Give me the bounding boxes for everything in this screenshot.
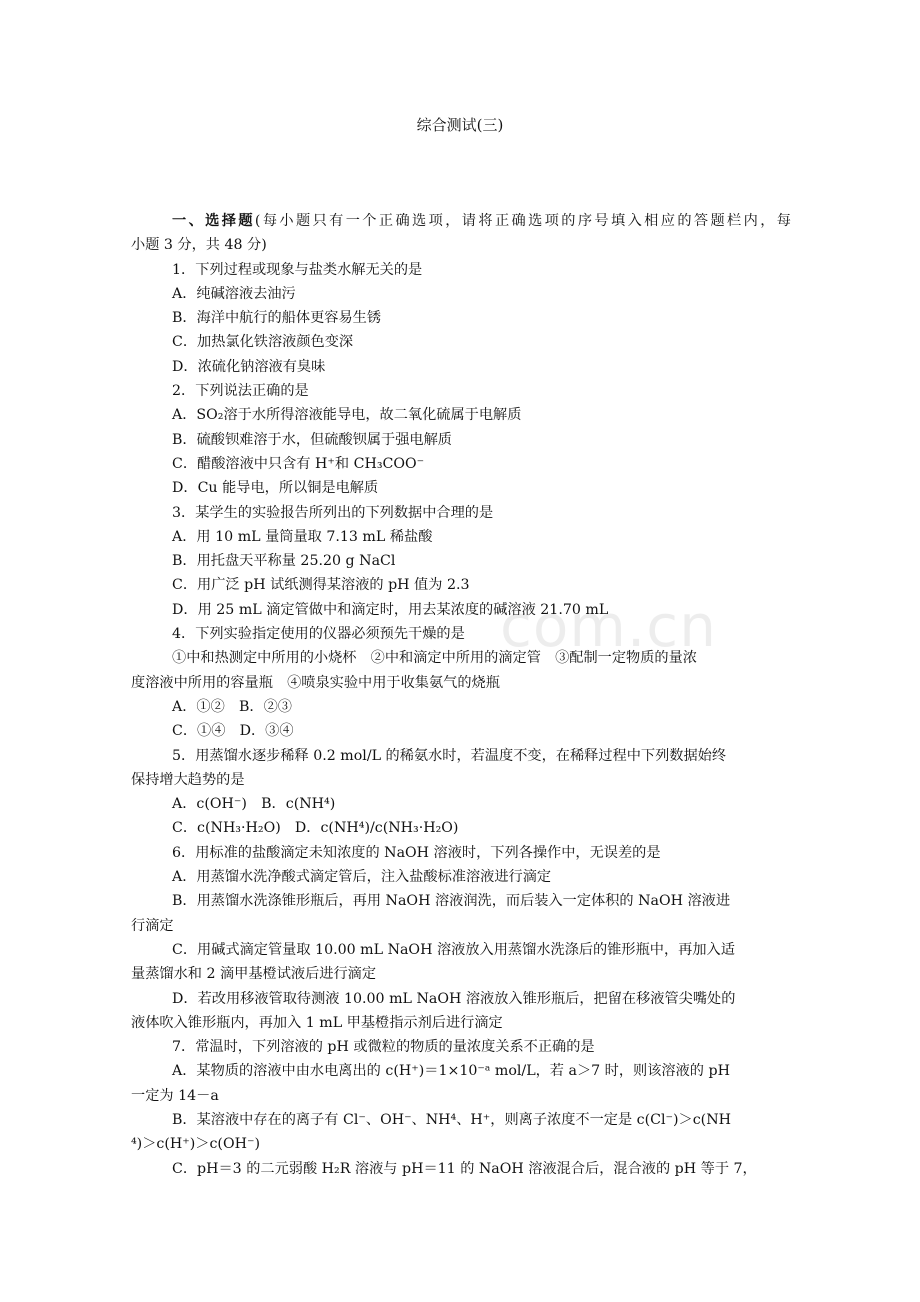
option-line: D．若改用移液管取待测液 10.00 mL NaOH 溶液放入锥形瓶后，把留在移液管尖嘴处的 bbox=[172, 990, 736, 1007]
option-line: D．用 25 mL 滴定管做中和滴定时，用去某浓度的碱溶液 21.70 mL bbox=[172, 601, 609, 618]
question-7: 7．常温时，下列溶液的 pH 或微粒的物质的量浓度关系不正确的是 bbox=[172, 1039, 595, 1056]
question-2: 2．下列说法正确的是 bbox=[172, 383, 309, 400]
question-5: 5．用蒸馏水逐步稀释 0.2 mol/L 的稀氨水时，若温度不变，在稀释过程中下列数据始终 bbox=[172, 747, 727, 764]
question-1: 1．下列过程或现象与盐类水解无关的是 bbox=[172, 261, 423, 278]
question-text-line: ①中和热测定中所用的小烧杯 ②中和滴定中所用的滴定管 ③配制一定物质的量浓 bbox=[172, 650, 697, 667]
section-instruction-cont: 小题 3 分，共 48 分) bbox=[131, 237, 267, 254]
option-line: B．海洋中航行的船体更容易生锈 bbox=[172, 310, 382, 327]
watermark: com.cn bbox=[500, 592, 717, 660]
option-line: B．硫酸钡难溶于水，但硫酸钡属于强电解质 bbox=[172, 431, 452, 448]
option-line: B．某溶液中存在的离子有 Cl⁻、OH⁻、NH⁴、H⁺，则离子浓度不一定是 c(Cl⁻)＞c(NH bbox=[172, 1111, 732, 1128]
option-line: A．某物质的溶液中由水电离出的 c(H⁺)＝1×10⁻ᵃ mol/L，若 a＞7 时，则该溶液的 pH bbox=[172, 1063, 730, 1080]
option-line: A．纯碱溶液去油污 bbox=[172, 285, 296, 302]
page-title: 综合测试(三) bbox=[416, 116, 504, 134]
option-line: A．SO₂溶于水所得溶液能导电，故二氧化硫属于电解质 bbox=[172, 407, 522, 424]
option-line: B．用托盘天平称量 25.20 g NaCl bbox=[172, 553, 396, 570]
option-line: C．pH＝3 的二元弱酸 H₂R 溶液与 pH＝11 的 NaOH 溶液混合后，混合液的 pH 等于 7， bbox=[172, 1160, 757, 1177]
option-line: D．浓硫化钠溶液有臭味 bbox=[172, 358, 326, 375]
option-line-cont: 行滴定 bbox=[131, 917, 174, 934]
option-line: A．用 10 mL 量筒量取 7.13 mL 稀盐酸 bbox=[172, 528, 433, 545]
section-header-line bbox=[131, 209, 791, 233]
option-line: D．Cu 能导电，所以铜是电解质 bbox=[172, 480, 379, 497]
option-line: C．c(NH₃·H₂O) D．c(NH⁴)/c(NH₃·H₂O) bbox=[172, 820, 459, 837]
question-6: 6．用标准的盐酸滴定未知浓度的 NaOH 溶液时，下列各操作中，无误差的是 bbox=[172, 844, 661, 861]
question-body bbox=[131, 209, 791, 1181]
question-text-line: 保持增大趋势的是 bbox=[131, 771, 245, 788]
question-3: 3．某学生的实验报告所列出的下列数据中合理的是 bbox=[172, 504, 494, 521]
option-line: C．醋酸溶液中只含有 H⁺和 CH₃COO⁻ bbox=[172, 455, 425, 472]
option-line: C．①④ D．③④ bbox=[172, 723, 294, 740]
question-4: 4．下列实验指定使用的仪器必须预先干燥的是 bbox=[172, 626, 465, 643]
option-line: A．c(OH⁻) B．c(NH⁴) bbox=[172, 796, 336, 813]
option-line-cont: 液体吹入锥形瓶内，再加入 1 mL 甲基橙指示剂后进行滴定 bbox=[131, 1014, 503, 1031]
option-line: C．用广泛 pH 试纸测得某溶液的 pH 值为 2.3 bbox=[172, 577, 470, 594]
option-line: C．加热氯化铁溶液颜色变深 bbox=[172, 334, 354, 351]
option-line-cont: ⁴)＞c(H⁺)＞c(OH⁻) bbox=[131, 1136, 260, 1153]
option-line-cont: 一定为 14－a bbox=[131, 1087, 219, 1104]
option-line: A．用蒸馏水洗净酸式滴定管后，注入盐酸标准溶液进行滴定 bbox=[172, 869, 552, 886]
option-line-cont: 量蒸馏水和 2 滴甲基橙试液后进行滴定 bbox=[131, 966, 377, 983]
option-line: B．用蒸馏水洗涤锥形瓶后，再用 NaOH 溶液润洗，而后装入一定体积的 NaOH 溶液进 bbox=[172, 893, 731, 910]
question-text-line: 度溶液中所用的容量瓶 ④喷泉实验中用于收集氨气的烧瓶 bbox=[131, 674, 500, 691]
option-line: A．①② B．②③ bbox=[172, 698, 292, 715]
section-instruction: (每小题只有一个正确选项，请将正确选项的序号填入相应的答题栏内，每 bbox=[254, 213, 791, 229]
section-heading: 一、选择题 bbox=[172, 213, 255, 229]
option-line: C．用碱式滴定管量取 10.00 mL NaOH 溶液放入用蒸馏水洗涤后的锥形瓶中，再加入适 bbox=[172, 941, 735, 958]
